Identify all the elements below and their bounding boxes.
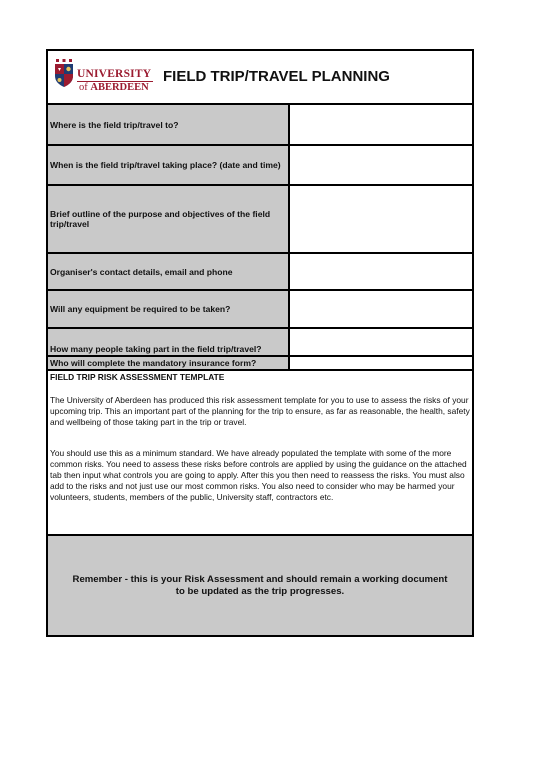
question-label: When is the field trip/travel taking place? (date and time): [48, 146, 290, 184]
university-logo: [54, 55, 154, 99]
planning-form: [46, 49, 474, 637]
answer-cell[interactable]: [290, 105, 472, 144]
form-header: [48, 51, 472, 105]
answer-cell[interactable]: [290, 146, 472, 184]
risk-assessment-info: [48, 371, 472, 536]
crest-icon: [54, 59, 74, 87]
logo-aberdeen-text: of ABERDEEN: [79, 82, 149, 93]
info-paragraph: The University of Aberdeen has produced this risk assessment template for you to use to assess the risks of your upcoming trip. This an important part of the planning for the trip to ensure, as far as reasonable, the health, safety and wellbeing of those taking part in the trip or travel.: [50, 395, 470, 427]
question-row: [48, 291, 472, 329]
question-label: Where is the field trip/travel to?: [48, 105, 290, 144]
question-label: Organiser's contact details, email and phone: [48, 254, 290, 289]
question-row: [48, 186, 472, 254]
reminder-note: Remember - this is your Risk Assessment and should remain a working document to be updated as the trip progresses.: [48, 536, 472, 635]
answer-cell[interactable]: [290, 357, 472, 369]
question-label: Who will complete the mandatory insurance form?: [48, 357, 290, 369]
question-label: How many people taking part in the field trip/travel?: [48, 329, 290, 355]
question-row: [48, 105, 472, 146]
question-row: [48, 357, 472, 371]
answer-cell[interactable]: [290, 186, 472, 252]
question-row: [48, 329, 472, 357]
info-paragraph: You should use this as a minimum standard. We have already populated the template with some of the more common risks. You need to assess these risks before controls are applied by using the guidance on the attached tab then input what controls you are going to apply. After this you then need to reassess the risks. You must also add to the risks and not just use our most common risks. You also need to consider who may be harmed your volunteers, students, members of the public, University staff, contractors etc.: [50, 448, 467, 502]
question-label: Will any equipment be required to be taken?: [48, 291, 290, 327]
logo-university-text: UNIVERSITY: [77, 68, 152, 80]
question-row: [48, 254, 472, 291]
info-heading: FIELD TRIP RISK ASSESSMENT TEMPLATE: [50, 372, 225, 382]
answer-cell[interactable]: [290, 329, 472, 355]
question-label: Brief outline of the purpose and objectives of the field trip/travel: [48, 186, 290, 252]
question-row: [48, 146, 472, 186]
answer-cell[interactable]: [290, 291, 472, 327]
answer-cell[interactable]: [290, 254, 472, 289]
page-title: FIELD TRIP/TRAVEL PLANNING: [163, 68, 390, 85]
